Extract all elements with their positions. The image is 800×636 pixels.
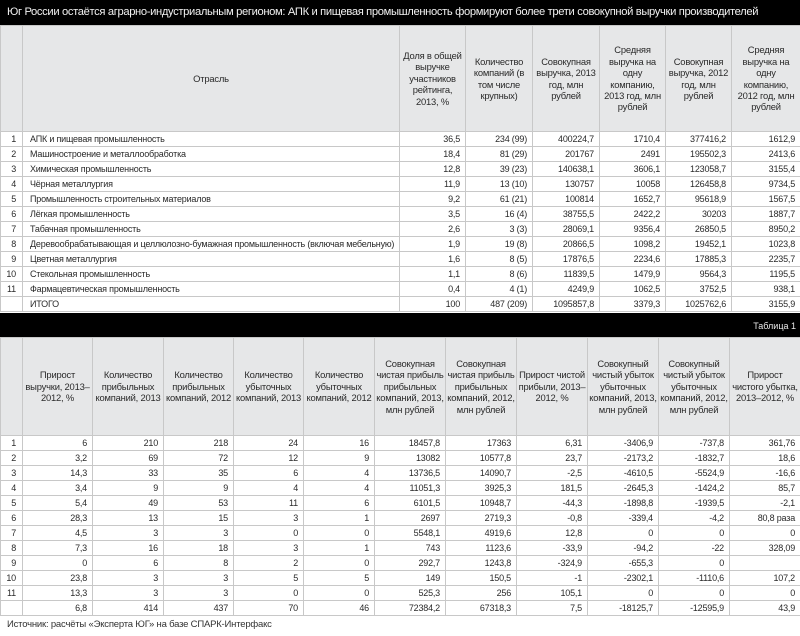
net-loss-2013: 0	[588, 526, 659, 541]
profit-loss-table	[0, 337, 800, 616]
total-row	[1, 297, 800, 312]
avg-revenue-2013: 1652,7	[600, 192, 666, 207]
header-loss-making-2013: Количество убыточных компаний, 2013	[234, 338, 304, 436]
header-number	[1, 338, 23, 436]
avg-revenue-2012: 1567,5	[732, 192, 800, 207]
revenue-2013: 1095857,8	[533, 297, 600, 312]
profitable-2013: 9	[93, 481, 164, 496]
table-title: Юг России остаётся аграрно-индустриальным регионом: АПК и пищевая промышленность формируют более трети совокупной выручки производителей	[0, 0, 800, 25]
loss-making-2012: 0	[304, 526, 375, 541]
net-profit-2012: 67318,3	[446, 601, 517, 616]
avg-revenue-2012: 1023,8	[732, 237, 800, 252]
row-number: 8	[1, 237, 23, 252]
avg-revenue-2012: 1195,5	[732, 267, 800, 282]
table-row	[1, 237, 800, 252]
share-value: 1,1	[400, 267, 466, 282]
share-value: 36,5	[400, 132, 466, 147]
table-row	[1, 252, 800, 267]
row-number: 11	[1, 586, 23, 601]
header-revenue-2012: Совокупная выручка, 2012 год, млн рублей	[666, 26, 732, 132]
revenue-2013: 100814	[533, 192, 600, 207]
avg-revenue-2012: 2235,7	[732, 252, 800, 267]
share-value: 18,4	[400, 147, 466, 162]
industry-name: Цветная металлургия	[23, 252, 400, 267]
row-number: 5	[1, 496, 23, 511]
net-profit-2012: 1123,6	[446, 541, 517, 556]
share-value: 1,9	[400, 237, 466, 252]
profitable-2013: 49	[93, 496, 164, 511]
table-row	[1, 496, 800, 511]
header-share: Доля в общей выручке участников рейтинга, 2013, %	[400, 26, 466, 132]
avg-revenue-2012: 9734,5	[732, 177, 800, 192]
row-number: 4	[1, 481, 23, 496]
profitable-2013: 69	[93, 451, 164, 466]
revenue-growth: 14,3	[23, 466, 93, 481]
net-profit-2013: 13736,5	[375, 466, 446, 481]
net-profit-2012: 10948,7	[446, 496, 517, 511]
avg-revenue-2013: 2422,2	[600, 207, 666, 222]
net-loss-growth: 107,2	[730, 571, 800, 586]
net-profit-growth: 105,1	[517, 586, 588, 601]
net-loss-2013: 0	[588, 586, 659, 601]
industry-name: Фармацевтическая промышленность	[23, 282, 400, 297]
industry-name: ИТОГО	[23, 297, 400, 312]
loss-making-2013: 6	[234, 466, 304, 481]
revenue-2013: 140638,1	[533, 162, 600, 177]
share-value: 100	[400, 297, 466, 312]
profitable-2013: 414	[93, 601, 164, 616]
revenue-growth: 3,2	[23, 451, 93, 466]
table-row	[1, 132, 800, 147]
loss-making-2013: 11	[234, 496, 304, 511]
revenue-2012: 95618,9	[666, 192, 732, 207]
revenue-2012: 195502,3	[666, 147, 732, 162]
table-row	[1, 147, 800, 162]
header-profitable-2013: Количество прибыльных компаний, 2013	[93, 338, 164, 436]
revenue-growth: 4,5	[23, 526, 93, 541]
revenue-growth: 7,3	[23, 541, 93, 556]
company-count: 3 (3)	[466, 222, 533, 237]
table-row	[1, 267, 800, 282]
net-profit-2012: 17363	[446, 436, 517, 451]
header-net-profit-2013: Совокупная чистая прибыль прибыльных компаний, 2013, млн рублей	[375, 338, 446, 436]
header-net-loss-growth: Прирост чистого убытка, 2013–2012, %	[730, 338, 800, 436]
revenue-2012: 30203	[666, 207, 732, 222]
loss-making-2012: 4	[304, 481, 375, 496]
row-number	[1, 601, 23, 616]
share-value: 2,6	[400, 222, 466, 237]
row-number: 2	[1, 147, 23, 162]
net-loss-2013: -2645,3	[588, 481, 659, 496]
industry-name: Чёрная металлургия	[23, 177, 400, 192]
net-profit-2013: 2697	[375, 511, 446, 526]
net-profit-2013: 292,7	[375, 556, 446, 571]
revenue-growth: 13,3	[23, 586, 93, 601]
net-loss-2013: -655,3	[588, 556, 659, 571]
header-net-profit-growth: Прирост чистой прибыли, 2013–2012, %	[517, 338, 588, 436]
net-loss-growth: 18,6	[730, 451, 800, 466]
total-row	[1, 601, 800, 616]
table-row	[1, 162, 800, 177]
table-row	[1, 177, 800, 192]
table-row	[1, 556, 800, 571]
net-profit-growth: 12,8	[517, 526, 588, 541]
industry-name: Стекольная промышленность	[23, 267, 400, 282]
revenue-2013: 4249,9	[533, 282, 600, 297]
avg-revenue-2013: 3606,1	[600, 162, 666, 177]
net-profit-2012: 4919,6	[446, 526, 517, 541]
avg-revenue-2012: 1612,9	[732, 132, 800, 147]
net-profit-2013: 72384,2	[375, 601, 446, 616]
table-row	[1, 451, 800, 466]
avg-revenue-2012: 3155,4	[732, 162, 800, 177]
revenue-growth: 0	[23, 556, 93, 571]
profitable-2013: 6	[93, 556, 164, 571]
net-profit-growth: 7,5	[517, 601, 588, 616]
loss-making-2012: 46	[304, 601, 375, 616]
row-number: 8	[1, 541, 23, 556]
net-loss-2013: -2173,2	[588, 451, 659, 466]
company-count: 4 (1)	[466, 282, 533, 297]
revenue-2013: 20866,5	[533, 237, 600, 252]
revenue-growth: 5,4	[23, 496, 93, 511]
net-loss-2013: -1898,8	[588, 496, 659, 511]
industry-name: Химическая промышленность	[23, 162, 400, 177]
net-profit-2013: 149	[375, 571, 446, 586]
net-profit-2012: 10577,8	[446, 451, 517, 466]
table-row	[1, 511, 800, 526]
loss-making-2013: 0	[234, 586, 304, 601]
avg-revenue-2013: 1098,2	[600, 237, 666, 252]
net-loss-growth: 80,8 раза	[730, 511, 800, 526]
net-loss-growth: 361,76	[730, 436, 800, 451]
share-value: 1,6	[400, 252, 466, 267]
table-row	[1, 207, 800, 222]
profitable-2012: 53	[164, 496, 234, 511]
net-loss-2013: -18125,7	[588, 601, 659, 616]
avg-revenue-2012: 938,1	[732, 282, 800, 297]
row-number: 7	[1, 526, 23, 541]
table-row	[1, 466, 800, 481]
row-number: 1	[1, 436, 23, 451]
net-loss-growth: 0	[730, 586, 800, 601]
loss-making-2013: 24	[234, 436, 304, 451]
profitable-2013: 13	[93, 511, 164, 526]
loss-making-2012: 6	[304, 496, 375, 511]
share-value: 12,8	[400, 162, 466, 177]
company-count: 61 (21)	[466, 192, 533, 207]
row-number: 6	[1, 207, 23, 222]
revenue-growth: 3,4	[23, 481, 93, 496]
revenue-2013: 130757	[533, 177, 600, 192]
profitable-2012: 437	[164, 601, 234, 616]
table-row	[1, 192, 800, 207]
header-avg-revenue-2013: Средняя выручка на одну компанию, 2013 год, млн рублей	[600, 26, 666, 132]
table-row	[1, 282, 800, 297]
table-row	[1, 436, 800, 451]
net-loss-growth: 85,7	[730, 481, 800, 496]
industry-name: Лёгкая промышленность	[23, 207, 400, 222]
net-profit-growth: 23,7	[517, 451, 588, 466]
net-profit-2012: 3925,3	[446, 481, 517, 496]
revenue-growth: 28,3	[23, 511, 93, 526]
row-number: 9	[1, 556, 23, 571]
net-loss-2013: -339,4	[588, 511, 659, 526]
net-profit-growth: -324,9	[517, 556, 588, 571]
revenue-growth: 23,8	[23, 571, 93, 586]
profitable-2012: 218	[164, 436, 234, 451]
row-number: 3	[1, 162, 23, 177]
header-revenue-2013: Совокупная выручка, 2013 год, млн рублей	[533, 26, 600, 132]
company-count: 19 (8)	[466, 237, 533, 252]
profitable-2013: 3	[93, 586, 164, 601]
loss-making-2013: 0	[234, 526, 304, 541]
industry-name: АПК и пищевая промышленность	[23, 132, 400, 147]
row-number: 11	[1, 282, 23, 297]
net-loss-2012: 0	[659, 526, 730, 541]
net-profit-growth: 181,5	[517, 481, 588, 496]
table-row	[1, 222, 800, 237]
avg-revenue-2013: 1479,9	[600, 267, 666, 282]
avg-revenue-2012: 3155,9	[732, 297, 800, 312]
net-loss-2012: -1110,6	[659, 571, 730, 586]
loss-making-2012: 1	[304, 541, 375, 556]
net-loss-2012: -4,2	[659, 511, 730, 526]
revenue-2013: 400224,7	[533, 132, 600, 147]
avg-revenue-2013: 2234,6	[600, 252, 666, 267]
revenue-2013: 17876,5	[533, 252, 600, 267]
industry-revenue-table	[0, 25, 800, 312]
net-loss-2013: -3406,9	[588, 436, 659, 451]
net-loss-2012: -1832,7	[659, 451, 730, 466]
revenue-2012: 19452,1	[666, 237, 732, 252]
profitable-2013: 210	[93, 436, 164, 451]
row-number: 2	[1, 451, 23, 466]
net-loss-2012: -5524,9	[659, 466, 730, 481]
net-loss-2012: -22	[659, 541, 730, 556]
industry-name: Деревообрабатывающая и целлюлозно-бумажная промышленность (включая мебельную)	[23, 237, 400, 252]
net-loss-2012: -1939,5	[659, 496, 730, 511]
net-loss-growth: 0	[730, 526, 800, 541]
loss-making-2013: 2	[234, 556, 304, 571]
row-number: 3	[1, 466, 23, 481]
header-net-loss-2013: Совокупный чистый убыток убыточных компаний, 2013, млн рублей	[588, 338, 659, 436]
loss-making-2013: 4	[234, 481, 304, 496]
company-count: 13 (10)	[466, 177, 533, 192]
profitable-2013: 16	[93, 541, 164, 556]
loss-making-2013: 3	[234, 511, 304, 526]
company-count: 81 (29)	[466, 147, 533, 162]
loss-making-2012: 9	[304, 451, 375, 466]
net-profit-2012: 1243,8	[446, 556, 517, 571]
source-note: Источник: расчёты «Эксперта ЮГ» на базе СПАРК-Интерфакс	[7, 619, 272, 630]
loss-making-2013: 3	[234, 541, 304, 556]
header-avg-revenue-2012: Средняя выручка на одну компанию, 2012 год, млн рублей	[732, 26, 800, 132]
net-profit-growth: -1	[517, 571, 588, 586]
net-loss-growth: 328,09	[730, 541, 800, 556]
row-number: 5	[1, 192, 23, 207]
net-profit-2013: 18457,8	[375, 436, 446, 451]
profitable-2012: 18	[164, 541, 234, 556]
net-profit-2013: 743	[375, 541, 446, 556]
header-loss-making-2012: Количество убыточных компаний, 2012	[304, 338, 375, 436]
row-number: 6	[1, 511, 23, 526]
profitable-2012: 9	[164, 481, 234, 496]
revenue-2012: 123058,7	[666, 162, 732, 177]
profitable-2013: 3	[93, 571, 164, 586]
net-profit-2013: 11051,3	[375, 481, 446, 496]
header-net-loss-2012: Совокупный чистый убыток убыточных компаний, 2012, млн рублей	[659, 338, 730, 436]
loss-making-2012: 4	[304, 466, 375, 481]
company-count: 487 (209)	[466, 297, 533, 312]
loss-making-2013: 5	[234, 571, 304, 586]
revenue-growth: 6,8	[23, 601, 93, 616]
row-number: 1	[1, 132, 23, 147]
profitable-2012: 72	[164, 451, 234, 466]
header-net-profit-2012: Совокупная чистая прибыль прибыльных компаний, 2012, млн рублей	[446, 338, 517, 436]
revenue-2012: 26850,5	[666, 222, 732, 237]
share-value: 11,9	[400, 177, 466, 192]
avg-revenue-2013: 2491	[600, 147, 666, 162]
net-loss-2013: -2302,1	[588, 571, 659, 586]
net-loss-growth: -2,1	[730, 496, 800, 511]
revenue-2012: 126458,8	[666, 177, 732, 192]
net-profit-2013: 6101,5	[375, 496, 446, 511]
loss-making-2012: 16	[304, 436, 375, 451]
share-value: 0,4	[400, 282, 466, 297]
net-loss-growth: 43,9	[730, 601, 800, 616]
profitable-2012: 3	[164, 586, 234, 601]
revenue-2012: 17885,3	[666, 252, 732, 267]
company-count: 234 (99)	[466, 132, 533, 147]
company-count: 8 (6)	[466, 267, 533, 282]
avg-revenue-2012: 2413,6	[732, 147, 800, 162]
loss-making-2013: 70	[234, 601, 304, 616]
net-profit-growth: -33,9	[517, 541, 588, 556]
net-loss-2012: -12595,9	[659, 601, 730, 616]
revenue-2013: 201767	[533, 147, 600, 162]
avg-revenue-2013: 9356,4	[600, 222, 666, 237]
net-profit-2012: 256	[446, 586, 517, 601]
profitable-2012: 15	[164, 511, 234, 526]
profitable-2012: 8	[164, 556, 234, 571]
profitable-2013: 3	[93, 526, 164, 541]
net-profit-growth: -2,5	[517, 466, 588, 481]
avg-revenue-2013: 3379,3	[600, 297, 666, 312]
net-loss-growth: -16,6	[730, 466, 800, 481]
row-number: 4	[1, 177, 23, 192]
net-loss-2012: -1424,2	[659, 481, 730, 496]
avg-revenue-2013: 10058	[600, 177, 666, 192]
share-value: 9,2	[400, 192, 466, 207]
avg-revenue-2012: 1887,7	[732, 207, 800, 222]
company-count: 16 (4)	[466, 207, 533, 222]
net-loss-growth	[730, 556, 800, 571]
industry-name: Машиностроение и металлообработка	[23, 147, 400, 162]
net-loss-2012: -737,8	[659, 436, 730, 451]
share-value: 3,5	[400, 207, 466, 222]
net-profit-2012: 14090,7	[446, 466, 517, 481]
avg-revenue-2012: 8950,2	[732, 222, 800, 237]
loss-making-2012: 0	[304, 556, 375, 571]
net-profit-2013: 5548,1	[375, 526, 446, 541]
table-label-bar	[0, 313, 800, 337]
table-label: Таблица 1	[753, 321, 796, 331]
header-row	[1, 338, 800, 436]
revenue-growth: 6	[23, 436, 93, 451]
row-number: 7	[1, 222, 23, 237]
table-row	[1, 541, 800, 556]
company-count: 39 (23)	[466, 162, 533, 177]
header-industry: Отрасль	[23, 26, 400, 132]
company-count: 8 (5)	[466, 252, 533, 267]
table-row	[1, 571, 800, 586]
table-row	[1, 481, 800, 496]
net-profit-growth: -44,3	[517, 496, 588, 511]
revenue-2013: 11839,5	[533, 267, 600, 282]
header-number	[1, 26, 23, 132]
table-row	[1, 526, 800, 541]
header-row	[1, 26, 800, 132]
industry-name: Промышленность строительных материалов	[23, 192, 400, 207]
net-loss-2012: 0	[659, 556, 730, 571]
row-number: 10	[1, 571, 23, 586]
loss-making-2012: 1	[304, 511, 375, 526]
net-loss-2013: -4610,5	[588, 466, 659, 481]
net-profit-2012: 2719,3	[446, 511, 517, 526]
revenue-2012: 3752,5	[666, 282, 732, 297]
net-profit-2013: 525,3	[375, 586, 446, 601]
header-profitable-2012: Количество прибыльных компаний, 2012	[164, 338, 234, 436]
profitable-2012: 3	[164, 571, 234, 586]
header-revenue-growth: Прирост выручки, 2013–2012, %	[23, 338, 93, 436]
loss-making-2013: 12	[234, 451, 304, 466]
avg-revenue-2013: 1710,4	[600, 132, 666, 147]
net-loss-2012: 0	[659, 586, 730, 601]
loss-making-2012: 0	[304, 586, 375, 601]
header-count: Количество компаний (в том числе крупных)	[466, 26, 533, 132]
row-number: 10	[1, 267, 23, 282]
revenue-2013: 28069,1	[533, 222, 600, 237]
profitable-2013: 33	[93, 466, 164, 481]
profitable-2012: 3	[164, 526, 234, 541]
revenue-2012: 1025762,6	[666, 297, 732, 312]
table-row	[1, 586, 800, 601]
industry-name: Табачная промышленность	[23, 222, 400, 237]
net-profit-2012: 150,5	[446, 571, 517, 586]
loss-making-2012: 5	[304, 571, 375, 586]
net-profit-growth: 6,31	[517, 436, 588, 451]
revenue-2012: 377416,2	[666, 132, 732, 147]
revenue-2012: 9564,3	[666, 267, 732, 282]
avg-revenue-2013: 1062,5	[600, 282, 666, 297]
net-profit-growth: -0,8	[517, 511, 588, 526]
net-profit-2013: 13082	[375, 451, 446, 466]
net-loss-2013: -94,2	[588, 541, 659, 556]
row-number: 9	[1, 252, 23, 267]
profitable-2012: 35	[164, 466, 234, 481]
row-number	[1, 297, 23, 312]
revenue-2013: 38755,5	[533, 207, 600, 222]
